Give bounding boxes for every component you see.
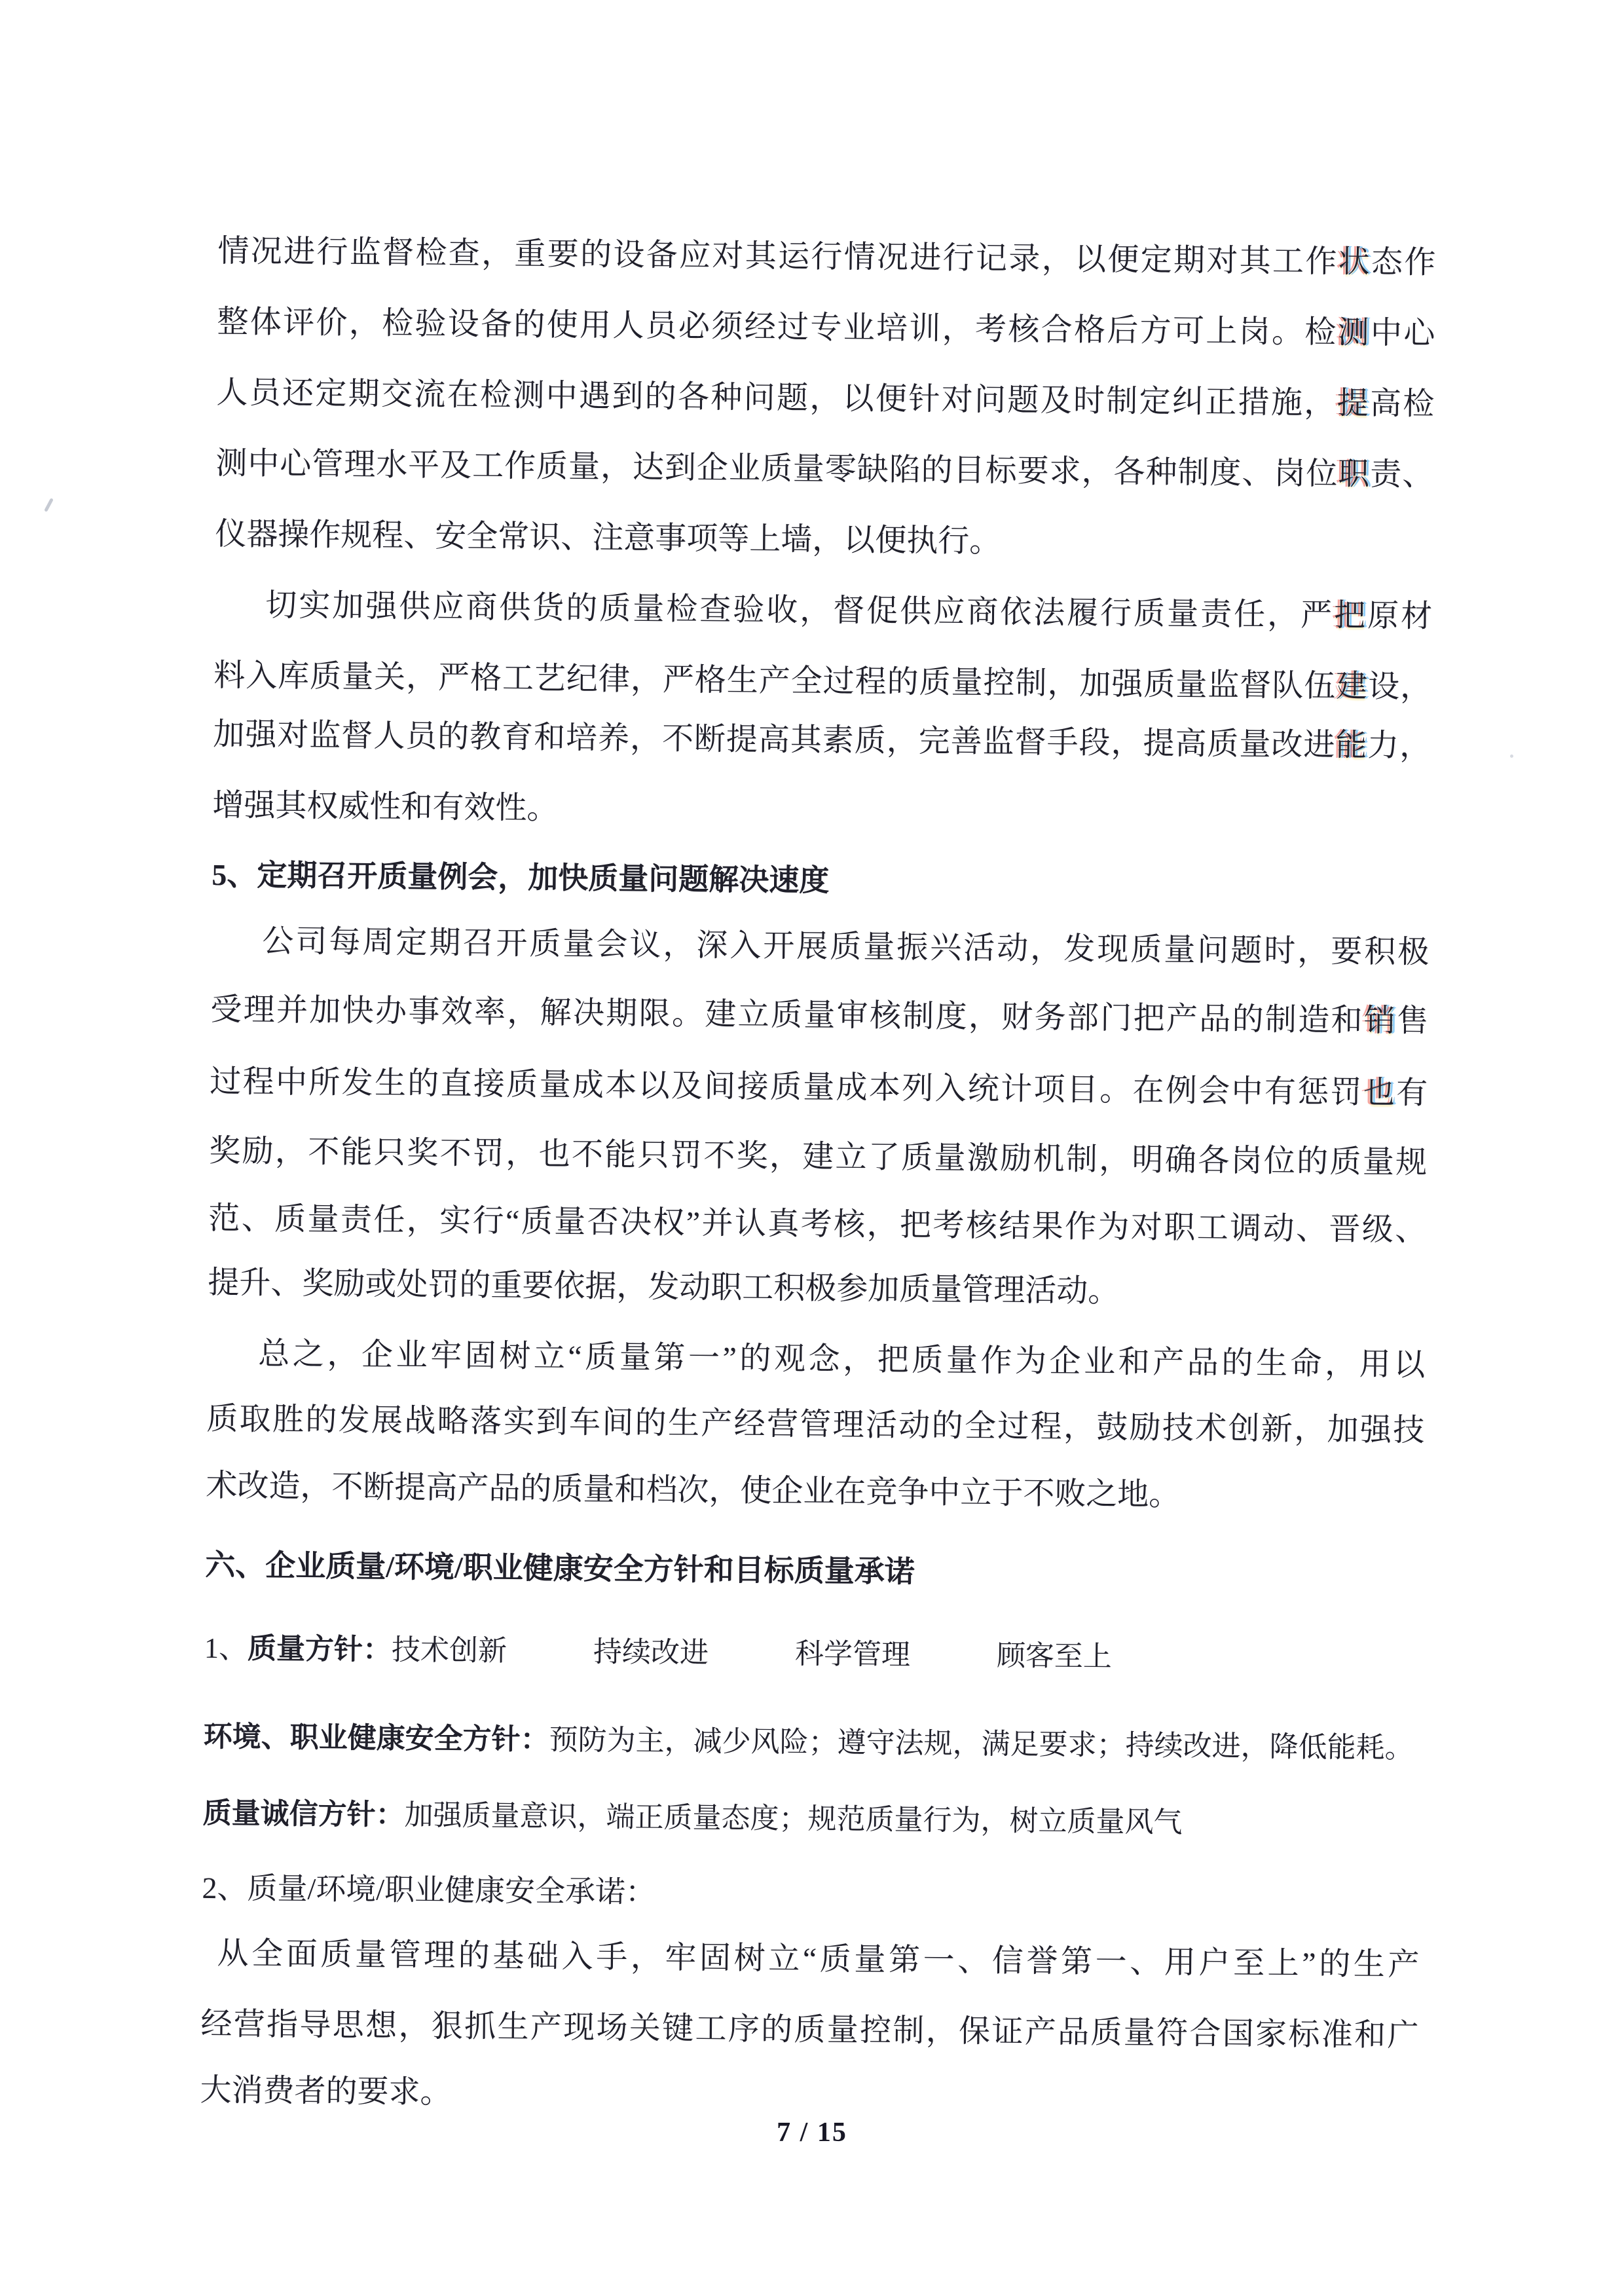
aberration-glyph: 提 [1337, 386, 1371, 421]
line-text: 料入库质量关，严格工艺纪律，严格生产全过程的质量控制，加强质量监督队伍 [213, 658, 1337, 704]
body-line: 总之，企业牢固树立“质量第一”的观念，把质量作为企业和产品的生命，用以 [258, 1336, 1426, 1383]
page-number: 7 / 15 [777, 2118, 847, 2148]
line-text: 受理并加快办事效率，解决期限。建立质量审核制度，财务部门把产品的制造和 [210, 992, 1365, 1038]
body-line: 增强其权威性和有效性。 [212, 787, 559, 827]
scan-speck [44, 498, 54, 512]
line-text: 态作 [1371, 244, 1436, 280]
line-text: 高检 [1369, 386, 1435, 422]
aberration-glyph: 能 [1335, 728, 1368, 763]
line-text: 售 [1397, 1003, 1429, 1039]
scan-speck [1510, 755, 1513, 758]
line-text: 中心 [1370, 315, 1435, 351]
body-line [216, 358, 1435, 440]
quality-integrity-policy-line [202, 1778, 1421, 1861]
line-text: 设， [1367, 669, 1432, 705]
line-text: 整体评价，检验设备的使用人员必须经过专业培训，考核合格后方可上岗。检 [217, 304, 1338, 350]
aberration-glyph: 状 [1338, 244, 1372, 280]
line-text: 加强对监督人员的教育和培养，不断提高其素质，完善监督手段，提高质量改进 [213, 717, 1336, 763]
aberration-glyph: 建 [1335, 669, 1369, 704]
line-text: 原材 [1367, 598, 1433, 634]
body-line: 术改造，不断提高产品的质量和档次，使企业在竞争中立于不败之地。 [206, 1468, 1181, 1513]
body-line: 奖励，不能只奖不罚，也不能只罚不奖，建立了质量激励机制，明确各岗位的质量规 [209, 1133, 1428, 1180]
aberration-glyph: 职 [1338, 457, 1371, 492]
line-text: 力， [1367, 728, 1431, 764]
policy-label: 质量方针： [247, 1632, 392, 1666]
body-line [217, 287, 1435, 369]
line-text: 情况进行监督检查，重要的设备应对其运行情况进行记录，以便定期对其工作 [217, 233, 1338, 280]
body-line [215, 428, 1434, 511]
line-text: 有 [1395, 1075, 1428, 1111]
body-line [214, 570, 1433, 652]
section-5-heading: 5、定期召开质量例会，加快质量问题解决速度 [212, 857, 830, 898]
policy-values: 预防为主，减少风险；遵守法规，满足要求；持续改进，降低能耗。 [549, 1723, 1414, 1764]
policy-values: 加强质量意识，端正质量态度；规范质量行为，树立质量风气 [404, 1799, 1183, 1839]
policy-label: 环境、职业健康安全方针： [203, 1720, 549, 1756]
body-line: 提升、奖励或处罚的重要依据，发动职工积极参加质量管理活动。 [208, 1265, 1120, 1309]
line-text: 过程中所发生的直接质量成本以及间接质量成本列入统计项目。在例会中有惩罚 [210, 1064, 1364, 1110]
line-text: 切实加强供应商供货的质量检查验收，督促供应商依法履行质量责任，严 [265, 588, 1335, 633]
body-line [210, 1047, 1428, 1129]
page-content [200, 216, 1436, 2138]
body-line: 质取胜的发展战略落实到车间的生产经营管理活动的全过程，鼓励技术创新，加强技 [206, 1401, 1425, 1448]
policy-label: 质量诚信方针： [202, 1797, 405, 1831]
commitment-heading-line: 2、质量/环境/职业健康安全承诺： [202, 1871, 656, 1909]
line-text: 测中心管理水平及工作质量，达到企业质量零缺陷的目标要求，各种制度、岗位 [215, 445, 1338, 492]
aberration-glyph: 也 [1363, 1075, 1397, 1111]
aberration-glyph: 把 [1333, 598, 1368, 633]
policy-values: 技术创新 持续改进 科学管理 顾客至上 [391, 1633, 1113, 1673]
body-line: 从全面质量管理的基础入手，牢固树立“质量第一、信誉第一、用户至上”的生产 [217, 1936, 1420, 1983]
list-number: 1、 [204, 1632, 248, 1665]
body-line: 大消费者的要求。 [200, 2072, 452, 2110]
body-line: 仪器操作规程、安全常识、注意事项等上墙，以便执行。 [215, 516, 1001, 559]
quality-policy-line [204, 1613, 1422, 1696]
body-line: 经营指导思想，狠抓生产现场关键工序的质量控制，保证产品质量符合国家标准和广 [200, 2006, 1419, 2053]
body-line [217, 216, 1436, 299]
body-line [213, 700, 1431, 782]
section-6-heading: 六、企业质量/环境/职业健康安全方针和目标质量承诺 [204, 1548, 915, 1589]
line-text: 人员还定期交流在检测中遇到的各种问题，以便针对问题及时制定纠正措施， [216, 375, 1337, 421]
env-safety-policy-line [203, 1702, 1422, 1784]
aberration-glyph: 销 [1363, 1003, 1397, 1039]
line-text: 责、 [1370, 457, 1434, 493]
body-line: 公司每周定期召开质量会议，深入开展质量振兴活动，发现质量问题时，要积极 [262, 924, 1430, 970]
body-line [210, 975, 1429, 1057]
aberration-glyph: 测 [1337, 315, 1371, 350]
body-line: 范、质量责任，实行“质量否决权”并认真考核，把考核结果作为对职工调动、晋级、 [208, 1201, 1427, 1248]
